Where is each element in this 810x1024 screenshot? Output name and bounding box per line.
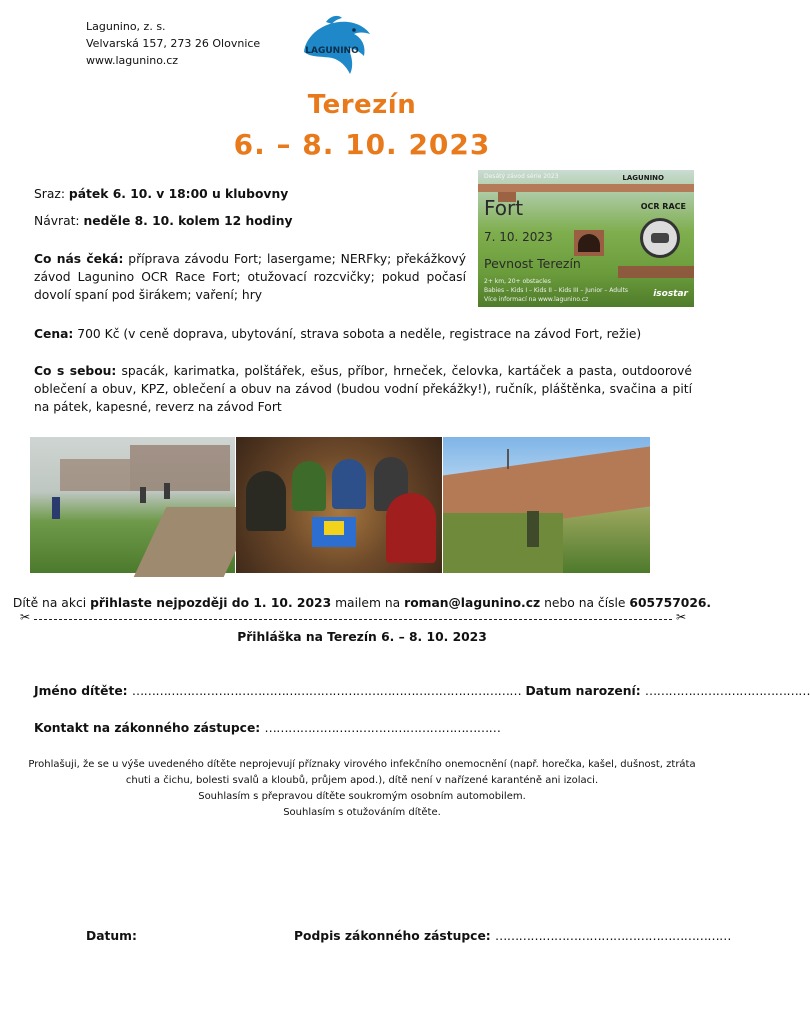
org-web: www.lagunino.cz [86, 54, 179, 67]
poster-place: Pevnost Terezín [484, 256, 581, 271]
lagunino-logo [296, 12, 376, 82]
dolphin-logo-icon [296, 12, 376, 82]
birth-date-dots[interactable]: …………………………………… [644, 684, 810, 698]
scissors-right-icon: ✂ [675, 610, 686, 624]
contact-label: Kontakt na zákonného zástupce: [34, 721, 261, 735]
poster-race: OCR RACE [640, 202, 686, 211]
org-address: Velvarská 157, 273 26 Olovnice [86, 37, 261, 50]
poster-more: Více informací na www.lagunino.cz [484, 296, 589, 303]
dashed-divider [34, 619, 672, 620]
register-mid: mailem na [335, 596, 401, 610]
register-email[interactable]: roman@lagunino.cz [404, 596, 541, 610]
event-dates: 6. – 8. 10. 2023 [233, 128, 491, 161]
program-text: příprava závodu Fort; lasergame; NERFky; překážkový závod Lagunino OCR Race Fort; otužovací rozcvičky; pokud počasí dovolí spaní pod širákem; vaření; hry [34, 252, 466, 302]
poster-categories: Babies – Kids I – Kids II – Kids III – Junior – Adults [484, 287, 629, 294]
signature-dots[interactable]: …………………………………………………… [495, 929, 731, 943]
register-mid2: nebo na čísle [544, 596, 626, 610]
date-field[interactable] [86, 929, 137, 943]
declaration [18, 757, 706, 821]
signature-label: Podpis zákonného zástupce: [294, 929, 491, 943]
register-pre: Dítě na akci [12, 596, 87, 610]
photo-kids-table [236, 437, 442, 573]
birth-date-label: Datum narození: [525, 684, 641, 698]
poster-date: 7. 10. 2023 [484, 230, 553, 244]
photo-fortress-field [30, 437, 235, 573]
price-text: 700 Kč (v ceně doprava, ubytování, strava sobota a neděle, registrace na závod Fort, režie) [77, 327, 642, 341]
contact-dots[interactable]: …………………………………………………… [264, 721, 501, 735]
cut-line [20, 612, 686, 626]
registration-instructions [0, 596, 724, 610]
packing-label: Co s sebou: [34, 364, 117, 378]
signature-field[interactable] [294, 929, 731, 943]
return-line [34, 212, 292, 230]
meeting-label: Sraz: [34, 187, 65, 201]
poster-sponsor: isostar [653, 289, 688, 299]
org-info [86, 18, 260, 69]
price-paragraph [34, 325, 694, 343]
declaration-hardening: Souhlasím s otužováním dítěte. [283, 807, 441, 818]
org-name: Lagunino, z. s. [86, 20, 166, 33]
photo-fortress-wall [443, 437, 650, 573]
poster-series: Desátý závod série 2023 [484, 173, 559, 180]
return-value: neděle 8. 10. kolem 12 hodiny [83, 214, 293, 228]
program-paragraph [34, 250, 466, 304]
register-phone: 605757026. [629, 596, 712, 610]
child-name-field[interactable] [34, 684, 810, 698]
race-poster-image [478, 170, 694, 307]
race-badge-icon [640, 218, 680, 258]
declaration-transport: Souhlasím s přepravou dítěte soukromým osobním automobilem. [198, 791, 526, 802]
meeting-value: pátek 6. 10. v 18:00 u klubovny [68, 187, 289, 201]
svg-text:LAGUNINO: LAGUNINO [305, 46, 359, 56]
program-label: Co nás čeká: [34, 252, 124, 266]
event-title: Terezín [307, 90, 417, 120]
price-label: Cena: [34, 327, 74, 341]
form-title: Přihláška na Terezín 6. – 8. 10. 2023 [237, 630, 487, 644]
contact-field[interactable] [34, 721, 500, 735]
poster-brand: LAGUNINO [622, 174, 664, 182]
date-label: Datum: [86, 929, 137, 943]
photo-strip [30, 437, 650, 573]
register-deadline: přihlaste nejpozději do 1. 10. 2023 [90, 596, 332, 610]
child-name-label: Jméno dítěte: [34, 684, 128, 698]
poster-distance: 2+ km, 20+ obstacles [484, 278, 551, 285]
scissors-left-icon: ✂ [20, 610, 31, 624]
packing-paragraph [34, 362, 692, 416]
packing-text: spacák, karimatka, polštářek, ešus, příbor, hrneček, čelovka, kartáček a pasta, outdoorové oblečení a obuv, KPZ, oblečení a obuv na závod (budou vodní překážky!), ručník, pláštěnka, svačina a pití na pátek, kapesné, reverz na závod Fort [34, 364, 692, 414]
child-name-dots[interactable]: ……………………………………………………………………………………… [131, 684, 522, 698]
return-label: Návrat: [34, 214, 80, 228]
meeting-line [34, 185, 288, 203]
poster-title: Fort [484, 196, 524, 220]
declaration-health: Prohlašuji, že se u výše uvedeného dítěte neprojevují příznaky virového infekčního onemocnění (např. horečka, kašel, dušnost, ztráta chuti a čichu, bolesti svalů a kloubů, průjem apod.), dítě není v nařízené karanténě ani izolaci. [28, 759, 696, 786]
